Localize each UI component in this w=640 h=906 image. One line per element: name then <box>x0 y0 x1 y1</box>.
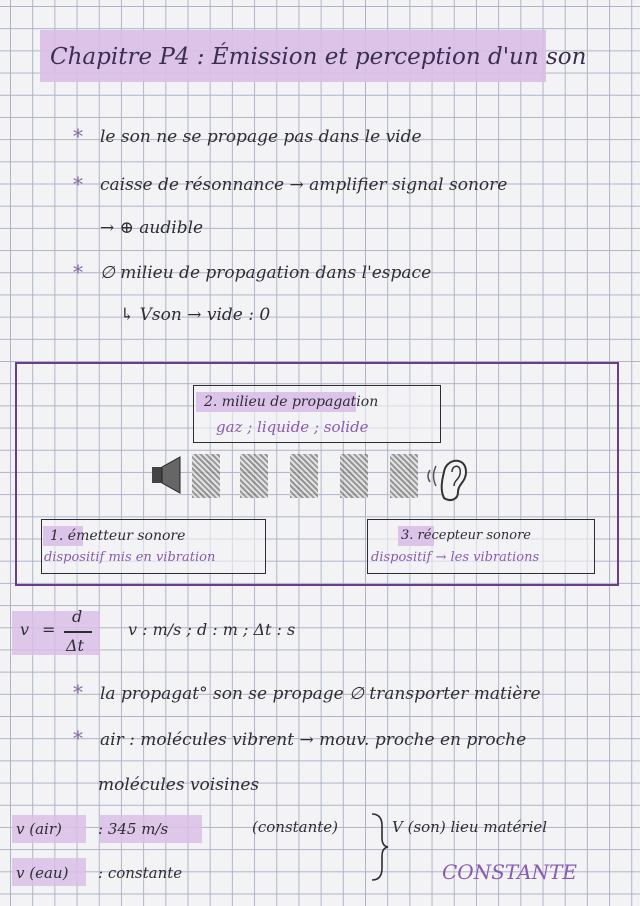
page-title: Chapitre P4 : Émission et perception d'un son <box>50 44 587 70</box>
bullet-star-icon: * <box>73 726 83 750</box>
bullet-star-icon: * <box>73 260 83 284</box>
speed-air-value: : 345 m/s <box>98 820 169 838</box>
bullet-2-sub: → ⊕ audible <box>100 218 204 238</box>
emitter-sub: dispositif mis en vibration <box>44 550 216 565</box>
speed-air-label: v (air) <box>16 820 62 838</box>
note-1: la propagat° son se propage ∅ transporter matière <box>100 684 541 704</box>
air-layer-4 <box>340 454 368 498</box>
ear-icon <box>422 450 472 502</box>
speaker-icon <box>150 455 184 495</box>
speed-eau-label: v (eau) <box>16 864 69 882</box>
bullet-star-icon: * <box>73 172 83 196</box>
note-3: molécules voisines <box>98 775 260 795</box>
bullet-star-icon: * <box>73 124 83 148</box>
air-layer-5 <box>390 454 418 498</box>
note-2: air : molécules vibrent → mouv. proche en proche <box>100 730 527 750</box>
formula-eq: = <box>42 620 56 639</box>
receiver-label: 3. récepteur sonore <box>401 528 531 543</box>
constante-note: (constante) <box>252 818 339 836</box>
fraction-bar <box>64 631 92 633</box>
bullet-2: caisse de résonnance → amplifier signal sonore <box>100 175 508 195</box>
air-layer-1 <box>192 454 220 498</box>
formula-numerator: d <box>72 607 83 626</box>
bullet-1: le son ne se propage pas dans le vide <box>100 127 422 147</box>
curly-brace-icon <box>368 812 390 882</box>
formula-units: v : m/s ; d : m ; Δt : s <box>128 620 296 639</box>
bullet-star-icon: * <box>73 680 83 704</box>
air-layer-2 <box>240 454 268 498</box>
constante-big: CONSTANTE <box>442 860 578 884</box>
formula-denominator: Δt <box>66 636 84 655</box>
air-layer-3 <box>290 454 318 498</box>
vson-note: V (son) lieu matériel <box>392 818 548 836</box>
bullet-3-sub: ↳ Vson → vide : 0 <box>120 305 271 325</box>
bullet-3: ∅ milieu de propagation dans l'espace <box>100 263 432 283</box>
receiver-sub: dispositif → les vibrations <box>371 550 540 565</box>
medium-label: 2. milieu de propagation <box>204 394 379 410</box>
speed-eau-value: : constante <box>98 864 183 882</box>
formula-v: v <box>20 620 30 639</box>
emitter-label: 1. émetteur sonore <box>50 528 186 544</box>
medium-sub: gaz ; liquide ; solide <box>216 418 369 436</box>
